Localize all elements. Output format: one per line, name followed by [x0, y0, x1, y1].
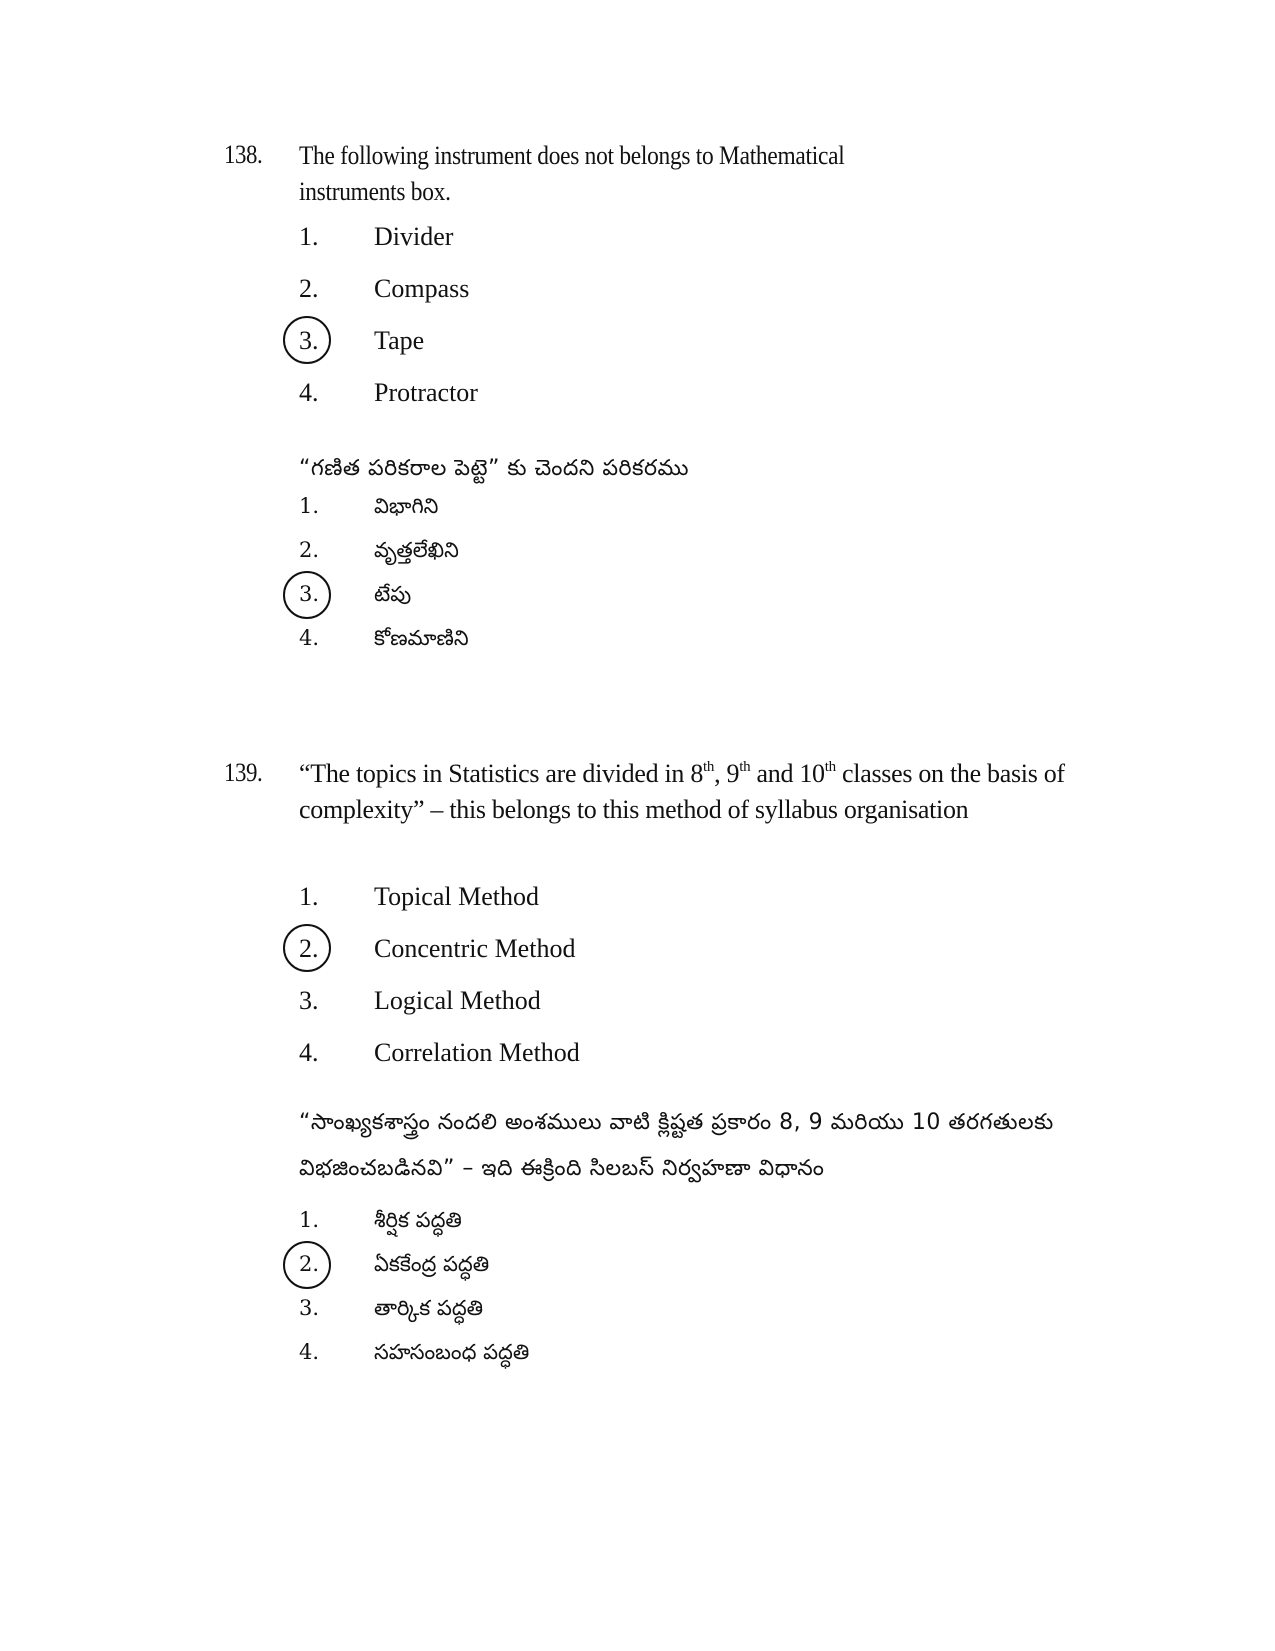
option-te-1[interactable]: 1. శీర్షిక పద్ధతి [299, 1208, 462, 1232]
question-number: 139. [224, 758, 263, 787]
option-te-2[interactable]: 2. వృత్తలేఖిని [299, 538, 459, 562]
option-te-3[interactable]: 3. టేపు [0, 582, 1275, 618]
question-text-te: “సాంఖ్యకశాస్త్రం నందలి అంశములు వాటి క్లిష్టత ప్రకారం 8, 9 మరియు 10 తరగతులకు విభజించబడినవి” – ఇది ఈక్రింది సిలబస్ నిర్వహణా విధానం [299, 1110, 1054, 1181]
option-en-2[interactable]: 2. Compass [299, 274, 470, 303]
question-text-en: The following instrument does not belongs to Mathematical instruments box. [299, 141, 845, 206]
option-te-4[interactable]: 4. కోణమాణిని [299, 626, 469, 650]
option-en-3[interactable]: 3. Tape [0, 326, 1275, 362]
option-te-3[interactable]: 3. తార్కిక పద్ధతి [299, 1296, 484, 1320]
question-text-te: “గణిత పరికరాల పెట్టె” కు చెందని పరికరము [299, 456, 689, 481]
option-te-1[interactable]: 1. విభాగిని [299, 494, 439, 518]
question-number: 138. [224, 140, 263, 169]
option-en-4[interactable]: 4. Correlation Method [299, 1038, 580, 1067]
option-en-3[interactable]: 3. Logical Method [299, 986, 541, 1015]
option-en-2[interactable]: 2. Concentric Method [0, 934, 1275, 970]
option-te-2[interactable]: 2. ఏకకేంద్ర పద్ధతి [0, 1252, 1275, 1288]
option-te-4[interactable]: 4. సహసంబంధ పద్ధతి [299, 1340, 530, 1364]
option-en-1[interactable]: 1. Divider [299, 222, 454, 251]
option-en-4[interactable]: 4. Protractor [299, 378, 478, 407]
question-text-en: “The topics in Statistics are divided in 8th, 9th and 10th classes on the basis of complexity” – this belongs to this method of syllabus organisation [299, 759, 1065, 824]
option-en-1[interactable]: 1. Topical Method [299, 882, 539, 911]
